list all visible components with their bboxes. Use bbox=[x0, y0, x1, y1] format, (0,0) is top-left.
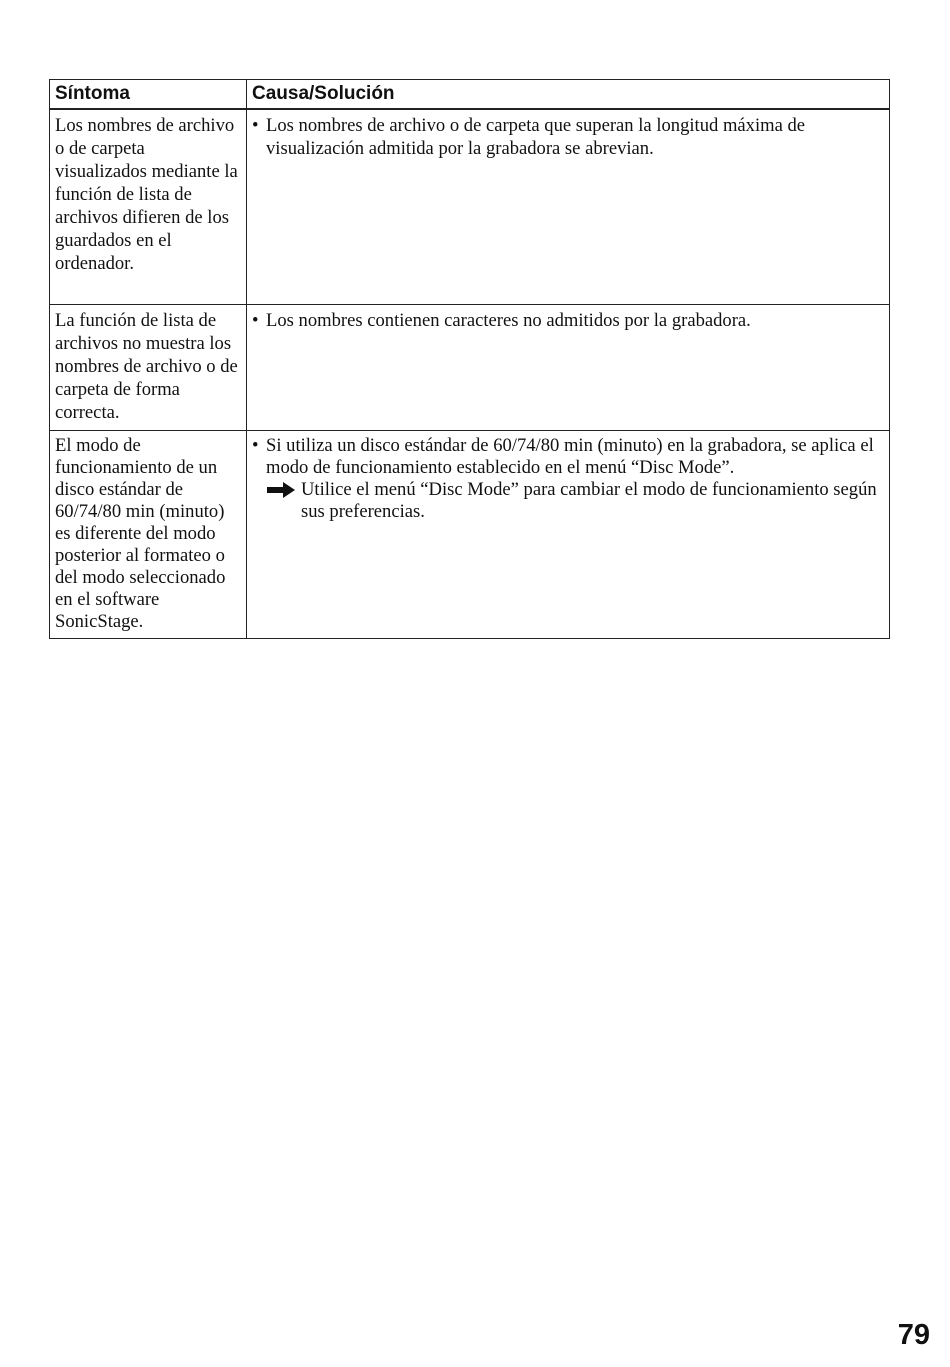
symptom-text: El modo de funcionamiento de un disco estándar de 60/74/80 min (minuto) es diferente del modo posterior al formateo o del modo seleccionado en el software SonicStage. bbox=[55, 434, 226, 632]
troubleshooting-table bbox=[49, 79, 890, 639]
table-header-row bbox=[50, 80, 890, 110]
cause-cell bbox=[247, 304, 890, 430]
cause-bullet: • Los nombres contienen caracteres no admitidos por la grabadora. bbox=[252, 309, 884, 332]
symptom-cell bbox=[50, 304, 247, 430]
header-symptom: Síntoma bbox=[50, 80, 247, 110]
table-row bbox=[50, 430, 890, 638]
solution-line bbox=[252, 479, 884, 523]
cause-cell bbox=[247, 109, 890, 304]
page-number: 79 bbox=[897, 1319, 930, 1351]
cause-bullet: • Si utiliza un disco estándar de 60/74/80 min (minuto) en la grabadora, se aplica el modo de funcionamiento establecido en el menú “Disc Mode”. bbox=[252, 435, 884, 479]
table-row bbox=[50, 304, 890, 430]
symptom-cell bbox=[50, 109, 247, 304]
symptom-text: Los nombres de archivo o de carpeta visualizados mediante la función de lista de archivos difieren de los guardados en el ordenador. bbox=[55, 115, 238, 274]
symptom-text: La función de lista de archivos no muestra los nombres de archivo o de carpeta de forma correcta. bbox=[55, 309, 238, 423]
table-row bbox=[50, 109, 890, 304]
cause-bullet: • Los nombres de archivo o de carpeta que superan la longitud máxima de visualización admitida por la grabadora se abrevian. bbox=[252, 114, 884, 160]
arrow-right-icon bbox=[266, 481, 296, 499]
symptom-cell bbox=[50, 430, 247, 638]
header-cause-solution: Causa/Solución bbox=[247, 80, 890, 110]
solution-text: Utilice el menú “Disc Mode” para cambiar el modo de funcionamiento según sus preferencias. bbox=[301, 478, 877, 522]
cause-cell bbox=[247, 430, 890, 638]
